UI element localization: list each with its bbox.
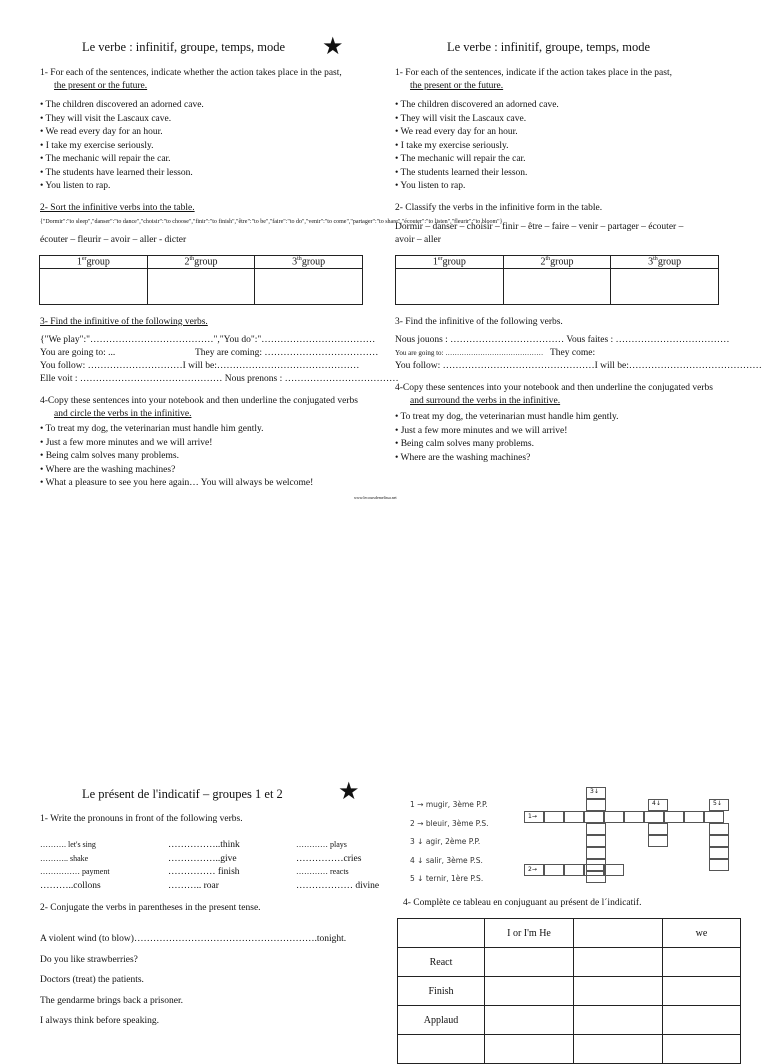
right-q3-line1: Nous jouons : ……………………………… Vous faites : ……………………………… bbox=[395, 335, 730, 345]
group-3-header: 3thgroup bbox=[255, 256, 363, 269]
crossword-cell[interactable] bbox=[709, 859, 729, 871]
sentence-item: • You listen to rap. bbox=[40, 181, 111, 191]
table-cell[interactable] bbox=[485, 977, 574, 1006]
sentence-item: • Where are the washing machines? bbox=[40, 464, 176, 475]
group-1-header: 1ergroup bbox=[396, 256, 504, 269]
table-cell[interactable] bbox=[396, 269, 504, 305]
right-group-table bbox=[395, 255, 719, 305]
table-cell[interactable] bbox=[147, 269, 255, 305]
sentence-item: • To treat my dog, the veterinarian must handle him gently. bbox=[40, 424, 264, 434]
crossword-cell[interactable] bbox=[564, 811, 584, 823]
right-q3-line2a: You are going to: …………………………………… bbox=[395, 349, 544, 357]
bottom-q2-heading: 2- Conjugate the verbs in parentheses in the present tense. bbox=[40, 903, 261, 913]
crossword-cell[interactable] bbox=[704, 811, 724, 823]
crossword-cell[interactable] bbox=[624, 811, 644, 823]
crossword-cell[interactable] bbox=[709, 835, 729, 847]
sentence-item: Do you like strawberries? bbox=[40, 954, 138, 965]
crossword-clue: 4 ↓ salir, 3ème P.S. bbox=[410, 855, 483, 865]
sentence-item: • We read every day for an hour. bbox=[40, 127, 163, 137]
right-q4-heading-2: and surround the verbs in the infinitive. bbox=[410, 396, 561, 406]
table-header-i-he: I or I'm He bbox=[485, 919, 574, 948]
sentence-item: • The mechanic will repair the car. bbox=[395, 154, 526, 164]
sentence-item: • They will visit the Lascaux cave. bbox=[395, 113, 527, 124]
sentence-item: • Just a few more minutes and we will arrive! bbox=[395, 425, 568, 436]
left-q2-words: écouter – fleurir – avoir – aller - dicter bbox=[40, 235, 187, 245]
pronoun-blank[interactable]: ………… plays bbox=[296, 840, 347, 849]
right-title: Le verbe : infinitif, groupe, temps, mode bbox=[447, 40, 651, 54]
sentence-item: A violent wind (to blow)………………………………………………….tonight. bbox=[40, 934, 347, 944]
sentence-item: • The children discovered an adorned cave. bbox=[395, 100, 559, 110]
row-react: React bbox=[398, 948, 485, 977]
conjugation-table bbox=[397, 918, 741, 1064]
crossword-cell[interactable] bbox=[586, 835, 606, 847]
right-q1-heading-2: the present or the future. bbox=[410, 81, 504, 91]
left-q3-line1: {"We play":"…………………………………","You do":"……………………………… bbox=[40, 335, 376, 345]
table-cell[interactable] bbox=[255, 269, 363, 305]
crossword-cell[interactable] bbox=[544, 811, 564, 823]
left-q1-list bbox=[40, 99, 204, 194]
left-title: Le verbe : infinitif, groupe, temps, mode bbox=[82, 40, 286, 54]
left-q3-line2b: They are coming: ……………………………… bbox=[195, 348, 379, 358]
right-q4-list bbox=[395, 411, 618, 465]
crossword-cell[interactable] bbox=[604, 811, 624, 823]
crossword-cell[interactable] bbox=[586, 823, 606, 835]
sentence-item: • Being calm solves many problems. bbox=[395, 439, 534, 449]
pronoun-blank[interactable]: ……………..give bbox=[168, 854, 237, 864]
table-cell[interactable] bbox=[503, 269, 611, 305]
right-q2-words-2: avoir – aller bbox=[395, 235, 441, 245]
sentence-item: • Just a few more minutes and we will arrive! bbox=[40, 437, 213, 448]
crossword-clue: 1 → mugir, 3ème P.P. bbox=[410, 800, 488, 809]
sentence-item: • The children discovered an adorned cave. bbox=[40, 100, 204, 110]
table-cell[interactable] bbox=[574, 948, 663, 977]
sentence-item: • What a pleasure to see you here again… You will always be welcome! bbox=[40, 478, 314, 488]
left-q4-heading: 4-Copy these sentences into your notebook and then underline the conjugated verbs bbox=[40, 396, 358, 406]
crossword-cell[interactable] bbox=[709, 823, 729, 835]
left-q2-heading: 2- Sort the infinitive verbs into the table. bbox=[40, 203, 195, 213]
star-icon: ★ bbox=[322, 34, 344, 60]
sentence-item: • You listen to rap. bbox=[395, 181, 466, 191]
crossword-cell[interactable] bbox=[586, 847, 606, 859]
crossword-clue: 3 ↓ agir, 2ème P.P. bbox=[410, 837, 481, 847]
sentence-item: I always think before speaking. bbox=[40, 1016, 159, 1026]
table-cell[interactable] bbox=[663, 977, 741, 1006]
table-cell[interactable] bbox=[40, 269, 148, 305]
bottom-title: Le présent de l'indicatif – groupes 1 et 2 bbox=[82, 787, 283, 801]
right-q3-heading: 3- Find the infinitive of the following verbs. bbox=[395, 317, 563, 327]
pronoun-blank[interactable]: ………..collons bbox=[40, 881, 101, 891]
pronoun-blank[interactable]: ……………..think bbox=[168, 840, 240, 850]
pronoun-blank[interactable]: ………. let's sing bbox=[40, 840, 96, 849]
crossword-cell[interactable] bbox=[664, 811, 684, 823]
crossword-cell[interactable] bbox=[709, 847, 729, 859]
table-cell[interactable] bbox=[663, 948, 741, 977]
right-q3-line3: You follow: …………………………………………I will be:…………………………………… bbox=[395, 361, 762, 371]
sentence-item: • The mechanic will repair the car. bbox=[40, 154, 171, 164]
table-cell bbox=[398, 1035, 485, 1064]
crossword-label: 2→ bbox=[528, 866, 537, 873]
table-cell[interactable] bbox=[574, 1035, 663, 1064]
crossword-cell[interactable] bbox=[586, 799, 606, 811]
crossword-cell[interactable] bbox=[564, 864, 584, 876]
left-q1-heading: 1- For each of the sentences, indicate whether the action takes place in the past, bbox=[40, 68, 342, 78]
crossword-cell[interactable] bbox=[604, 864, 624, 876]
table-header-we: we bbox=[663, 919, 741, 948]
left-q4-list bbox=[40, 423, 313, 491]
group-2-header: 2thgroup bbox=[503, 256, 611, 269]
group-1-header: 1ergroup bbox=[40, 256, 148, 269]
sentence-item: • I take my exercise seriously. bbox=[40, 140, 154, 151]
left-q1-heading-2: the present or the future. bbox=[54, 81, 148, 91]
table-cell[interactable] bbox=[611, 269, 719, 305]
table-cell[interactable] bbox=[663, 1006, 741, 1035]
crossword-cell[interactable] bbox=[648, 823, 668, 835]
left-q3-heading: 3- Find the infinitive of the following verbs. bbox=[40, 317, 208, 327]
right-q2-heading: 2- Classify the verbs in the infinitive form in the table. bbox=[395, 203, 603, 213]
left-q4-heading-2: and circle the verbs in the infinitive. bbox=[54, 409, 192, 419]
crossword-cell[interactable] bbox=[584, 811, 604, 823]
right-q1-heading: 1- For each of the sentences, indicate if the action takes place in the past, bbox=[395, 68, 672, 78]
bottom-q4-heading: 4- Complète ce tableau en conjuguant au présent de l´indicatif. bbox=[403, 898, 642, 908]
sentence-item: • Where are the washing machines? bbox=[395, 452, 531, 463]
right-q4-heading: 4-Copy these sentences into your notebook and then underline the conjugated verbs bbox=[395, 383, 713, 393]
crossword-cell[interactable] bbox=[648, 835, 668, 847]
group-3-header: 3thgroup bbox=[611, 256, 719, 269]
crossword-clues bbox=[410, 796, 489, 889]
pronoun-blank[interactable]: ……………cries bbox=[296, 854, 362, 864]
crossword-label: 5↓ bbox=[713, 800, 722, 807]
sentence-item: • They will visit the Lascaux cave. bbox=[40, 113, 172, 124]
sentence-item: Doctors (treat) the patients. bbox=[40, 975, 144, 985]
table-cell[interactable] bbox=[663, 1035, 741, 1064]
sentence-item: • The students have learned their lesson. bbox=[40, 167, 193, 178]
group-2-header: 2thgroup bbox=[147, 256, 255, 269]
left-q2-raw: {"Dormir":"to sleep","danser":"to dance","choisir":"to choose","finir":"to finish","être":"to be","faire":"to do","venir":"to come","partager":"to share","écouter":"to listen","fleurir":"to bloom"} bbox=[40, 219, 503, 225]
table-header-empty bbox=[398, 919, 485, 948]
sentence-item: • We read every day for an hour. bbox=[395, 127, 518, 137]
sentence-item: • Being calm solves many problems. bbox=[40, 451, 179, 461]
sentence-item: • I take my exercise seriously. bbox=[395, 140, 509, 151]
left-q3-line4: Elle voit : ……………………………………… Nous prenons : ……………………………… bbox=[40, 374, 399, 384]
table-cell[interactable] bbox=[485, 1035, 574, 1064]
row-applaud: Applaud bbox=[398, 1006, 485, 1035]
star-icon: ★ bbox=[338, 779, 360, 805]
crossword-cell[interactable] bbox=[644, 811, 664, 823]
left-q3-line2a: You are going to: ... bbox=[40, 348, 116, 358]
footer-url: www.lecoursdemelissa.net bbox=[354, 495, 397, 500]
crossword-label: 4↓ bbox=[652, 800, 661, 807]
crossword-label: 3↓ bbox=[590, 788, 599, 795]
crossword-cell[interactable] bbox=[584, 864, 604, 876]
sentence-item: • To treat my dog, the veterinarian must handle him gently. bbox=[395, 412, 619, 422]
table-cell[interactable] bbox=[485, 1006, 574, 1035]
pronoun-blank[interactable]: …………… finish bbox=[168, 867, 240, 877]
left-group-table bbox=[39, 255, 363, 305]
table-cell[interactable] bbox=[574, 977, 663, 1006]
table-header-blank bbox=[574, 919, 663, 948]
table-cell[interactable] bbox=[485, 948, 574, 977]
crossword-clue: 5 ↓ ternir, 1ère P.S. bbox=[410, 874, 484, 884]
right-q1-list bbox=[395, 99, 559, 194]
pronoun-blank[interactable]: ……….. shake bbox=[40, 854, 89, 863]
sentence-item: The gendarme brings back a prisoner. bbox=[40, 995, 183, 1006]
sentence-item: • The students learned their lesson. bbox=[395, 167, 528, 178]
row-finish: Finish bbox=[398, 977, 485, 1006]
table-cell[interactable] bbox=[574, 1006, 663, 1035]
right-q3-line2b: They come: bbox=[550, 348, 596, 358]
bottom-q1-heading: 1- Write the pronouns in front of the following verbs. bbox=[40, 814, 243, 824]
pronoun-blank[interactable]: ………… reacts bbox=[296, 867, 349, 876]
pronoun-blank[interactable]: …………… payment bbox=[40, 867, 110, 876]
crossword-clue: 2 → bleuir, 3ème P.S. bbox=[410, 818, 489, 828]
left-q3-line3: You follow: …………………………I will be:……………………………………… bbox=[40, 361, 360, 371]
pronoun-blank[interactable]: ……….. roar bbox=[168, 881, 219, 891]
pronoun-blank[interactable]: ……………… divine bbox=[296, 881, 380, 891]
right-q2-words: Dormir – danser – choisir – finir – être – faire – venir – partager – écouter – bbox=[395, 222, 684, 232]
bottom-q2-list bbox=[40, 929, 346, 1032]
crossword-cell[interactable] bbox=[684, 811, 704, 823]
crossword-cell[interactable] bbox=[544, 864, 564, 876]
crossword-label: 1→ bbox=[528, 813, 537, 820]
